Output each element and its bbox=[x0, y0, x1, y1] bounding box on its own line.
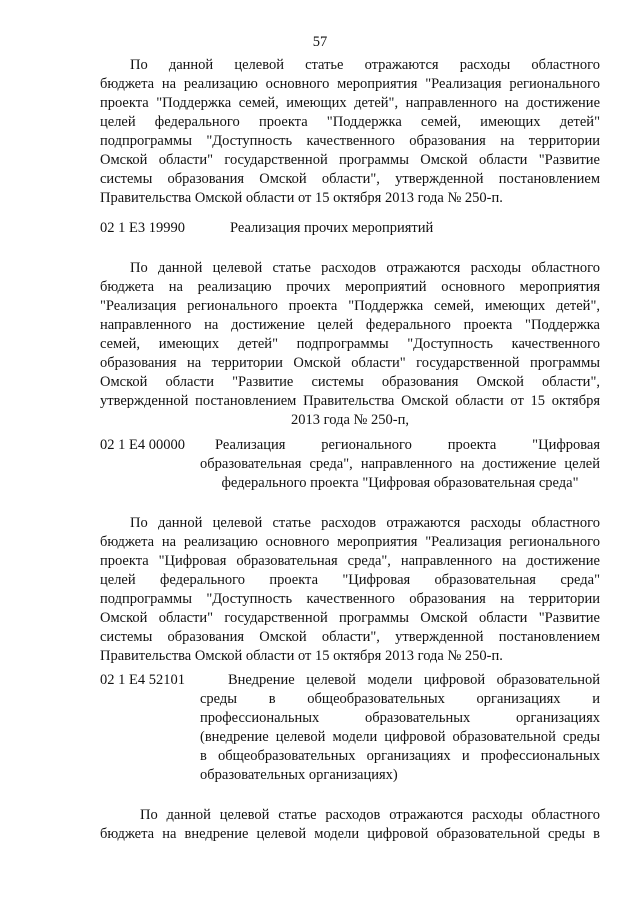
paragraph-line: По данной целевой статье расходов отражаются расходы областного bbox=[140, 807, 600, 823]
budget-code-3: 02 1 E4 52101 bbox=[100, 672, 185, 688]
paragraph-4 bbox=[100, 806, 600, 844]
title-line: образовательная среда", направленного на достижение целей bbox=[200, 456, 600, 472]
paragraph-line: бюджета на реализацию основного мероприятия "Реализация регионального bbox=[100, 534, 600, 550]
paragraph-line: направленного на достижение целей федерального проекта "Поддержка bbox=[100, 317, 600, 333]
section-title-3 bbox=[200, 671, 600, 785]
budget-code-2: 02 1 E4 00000 bbox=[100, 437, 185, 453]
paragraph-line: целей федерального проекта "Цифровая образовательная среда" bbox=[100, 572, 600, 588]
paragraph-line: бюджета на реализацию прочих мероприятий основного мероприятия bbox=[100, 279, 600, 295]
paragraph-line: целей федерального проекта "Поддержка семей, имеющих детей" bbox=[100, 114, 600, 130]
paragraph-line: образования на территории Омской области" государственной программы bbox=[100, 355, 600, 371]
paragraph-line: бюджета на реализацию основного мероприятия "Реализация регионального bbox=[100, 76, 600, 92]
paragraph-line: подпрограммы "Доступность качественного образования на территории bbox=[100, 591, 600, 607]
paragraph-line: подпрограммы "Доступность качественного образования на территории bbox=[100, 133, 600, 149]
paragraph-1 bbox=[100, 56, 600, 208]
paragraph-line: семей, имеющих детей" подпрограммы "Доступность качественного bbox=[100, 336, 600, 352]
paragraph-line: Омской области" государственной программы Омской области "Развитие bbox=[100, 152, 600, 168]
paragraph-line: По данной целевой статье расходов отражаются расходы областного bbox=[130, 260, 600, 276]
paragraph-line: "Реализация регионального проекта "Поддержка семей, имеющих детей", bbox=[100, 298, 600, 314]
paragraph-line: Правительства Омской области от 15 октября 2013 года № 250-п. bbox=[100, 190, 503, 206]
title-line: (внедрение целевой модели цифровой образовательной среды bbox=[200, 729, 600, 745]
paragraph-2 bbox=[100, 259, 600, 430]
paragraph-line: утвержденной постановлением Правительства Омской области от 15 октября bbox=[100, 393, 600, 409]
paragraph-line: 2013 года № 250-п, bbox=[291, 412, 409, 428]
title-line: Реализация регионального проекта "Цифровая bbox=[215, 437, 600, 453]
paragraph-3 bbox=[100, 514, 600, 666]
title-line: образовательных организациях) bbox=[200, 767, 398, 783]
paragraph-line: системы образования Омской области", утвержденной постановлением bbox=[100, 629, 600, 645]
paragraph-line: Омской области" государственной программы Омской области "Развитие bbox=[100, 610, 600, 626]
section-title-1 bbox=[230, 219, 600, 238]
title-line: среды в общеобразовательных организациях и bbox=[200, 691, 600, 707]
budget-code-1: 02 1 E3 19990 bbox=[100, 220, 185, 236]
paragraph-line: По данной целевой статье расходов отражаются расходы областного bbox=[130, 515, 600, 531]
paragraph-line: По данной целевой статье отражаются расходы областного bbox=[130, 57, 600, 73]
title-line: Внедрение целевой модели цифровой образовательной bbox=[228, 672, 600, 688]
title-line: федерального проекта "Цифровая образовательная среда" bbox=[221, 475, 579, 491]
title-line: профессиональных образовательных организациях bbox=[200, 710, 600, 726]
paragraph-line: Правительства Омской области от 15 октября 2013 года № 250-п. bbox=[100, 648, 503, 664]
title-line: в общеобразовательных организациях и профессиональных bbox=[200, 748, 600, 764]
paragraph-line: проекта "Цифровая образовательная среда", направленного на достижение bbox=[100, 553, 600, 569]
section-title-2 bbox=[200, 436, 600, 493]
paragraph-line: системы образования Омской области", утвержденной постановлением bbox=[100, 171, 600, 187]
page-number: 57 bbox=[312, 34, 328, 50]
paragraph-line: Омской области "Развитие системы образования Омской области", bbox=[100, 374, 600, 390]
paragraph-line: бюджета на внедрение целевой модели цифровой образовательной среды в bbox=[100, 826, 600, 842]
paragraph-line: проекта "Поддержка семей, имеющих детей", направленного на достижение bbox=[100, 95, 600, 111]
title-line: Реализация прочих мероприятий bbox=[230, 220, 434, 236]
